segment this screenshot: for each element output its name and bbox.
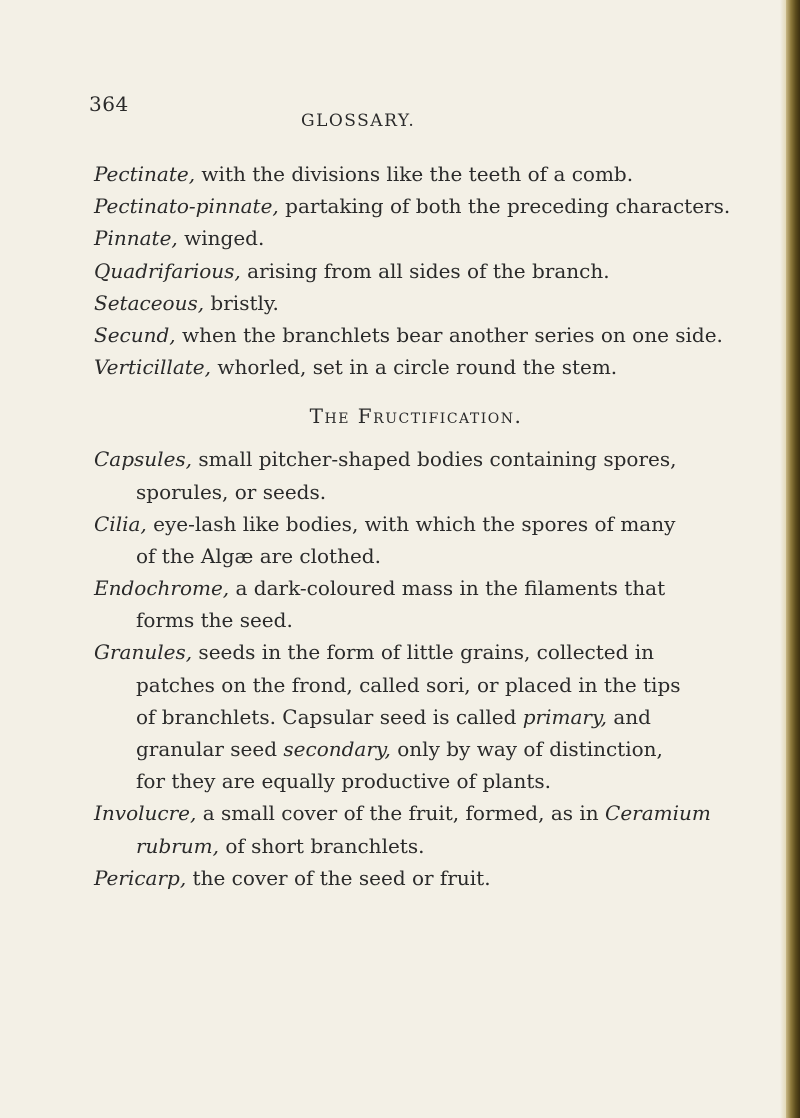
glossary-entry xyxy=(94,797,744,829)
entry-continuation: for they are equally productive of plants. xyxy=(136,769,552,794)
entry-term: Quadrifarious, xyxy=(94,258,241,283)
entry-text: of branchlets. Capsular seed is called xyxy=(136,704,523,729)
species-name: rubrum, xyxy=(136,833,220,858)
species-name: Ceramium xyxy=(605,801,711,826)
entry-term: Cilia, xyxy=(94,511,147,536)
entry-definition: seeds in the form of little grains, collected in xyxy=(192,640,655,665)
emphasis-text: secondary, xyxy=(283,737,391,761)
glossary-entry xyxy=(94,319,744,351)
entry-definition: eye-lash like bodies, with which the spores of many xyxy=(146,511,676,536)
entry-definition: the cover of the seed or fruit. xyxy=(186,865,491,890)
entry-continuation: forms the seed. xyxy=(136,608,293,633)
glossary-entry xyxy=(94,222,744,254)
entry-definition: a dark-coloured mass in the filaments that xyxy=(229,576,666,601)
entry-definition: winged. xyxy=(177,226,265,251)
entry-term: Pectinate, xyxy=(94,162,196,186)
glossary-entry xyxy=(94,351,744,383)
entry-definition: arising from all sides of the branch. xyxy=(240,258,610,283)
glossary-entry xyxy=(94,255,744,287)
entry-term: Pericarp, xyxy=(94,865,187,890)
entry-continuation: of the Algæ are clothed. xyxy=(136,543,381,568)
glossary-entry xyxy=(94,190,744,222)
glossary-entry xyxy=(94,287,744,319)
entry-term: Involucre, xyxy=(94,801,197,826)
entry-term: Pinnate, xyxy=(94,226,178,251)
entry-definition: whorled, set in a circle round the stem. xyxy=(210,355,618,380)
glossary-entry xyxy=(94,862,744,894)
entry-term: Capsules, xyxy=(94,447,193,472)
glossary-entry xyxy=(94,508,744,540)
entry-term: Granules, xyxy=(94,640,193,665)
entry-term: Verticillate, xyxy=(94,355,211,380)
glossary-entry xyxy=(94,636,744,668)
entry-continuation xyxy=(94,830,744,862)
entry-definition: partaking of both the preceding characters. xyxy=(278,194,731,219)
running-head: GLOSSARY. xyxy=(301,111,416,131)
glossary-text xyxy=(94,158,744,894)
page-edge xyxy=(786,0,800,1118)
entry-text: granular seed xyxy=(136,737,284,761)
entry-text: only by way of distinction, xyxy=(390,737,663,761)
entry-definition: bristly. xyxy=(204,290,279,315)
glossary-entry xyxy=(94,443,744,475)
entry-text: and xyxy=(606,704,651,729)
entry-term: Secund, xyxy=(94,322,176,347)
entry-continuation xyxy=(94,733,744,765)
section-heading: The Fructification. xyxy=(309,404,523,429)
glossary-entry xyxy=(94,572,744,604)
entry-definition: small pitcher-shaped bodies containing spores, xyxy=(192,447,677,472)
entry-term: Pectinato-pinnate, xyxy=(94,194,279,219)
entry-continuation xyxy=(94,701,744,733)
page-number: 364 xyxy=(89,92,129,116)
entry-definition: a small cover of the fruit, formed, as in xyxy=(196,801,606,826)
entry-definition: with the divisions like the teeth of a comb. xyxy=(195,162,634,186)
emphasis-text: primary, xyxy=(522,704,607,729)
glossary-entry xyxy=(94,158,744,190)
entry-term: Endochrome, xyxy=(94,576,230,601)
entry-term: Setaceous, xyxy=(94,290,205,315)
entry-continuation: sporules, or seeds. xyxy=(136,479,327,504)
entry-continuation: patches on the frond, called sori, or placed in the tips xyxy=(136,672,681,697)
entry-text: of short branchlets. xyxy=(219,833,425,858)
entry-definition: when the branchlets bear another series on one side. xyxy=(175,322,723,347)
